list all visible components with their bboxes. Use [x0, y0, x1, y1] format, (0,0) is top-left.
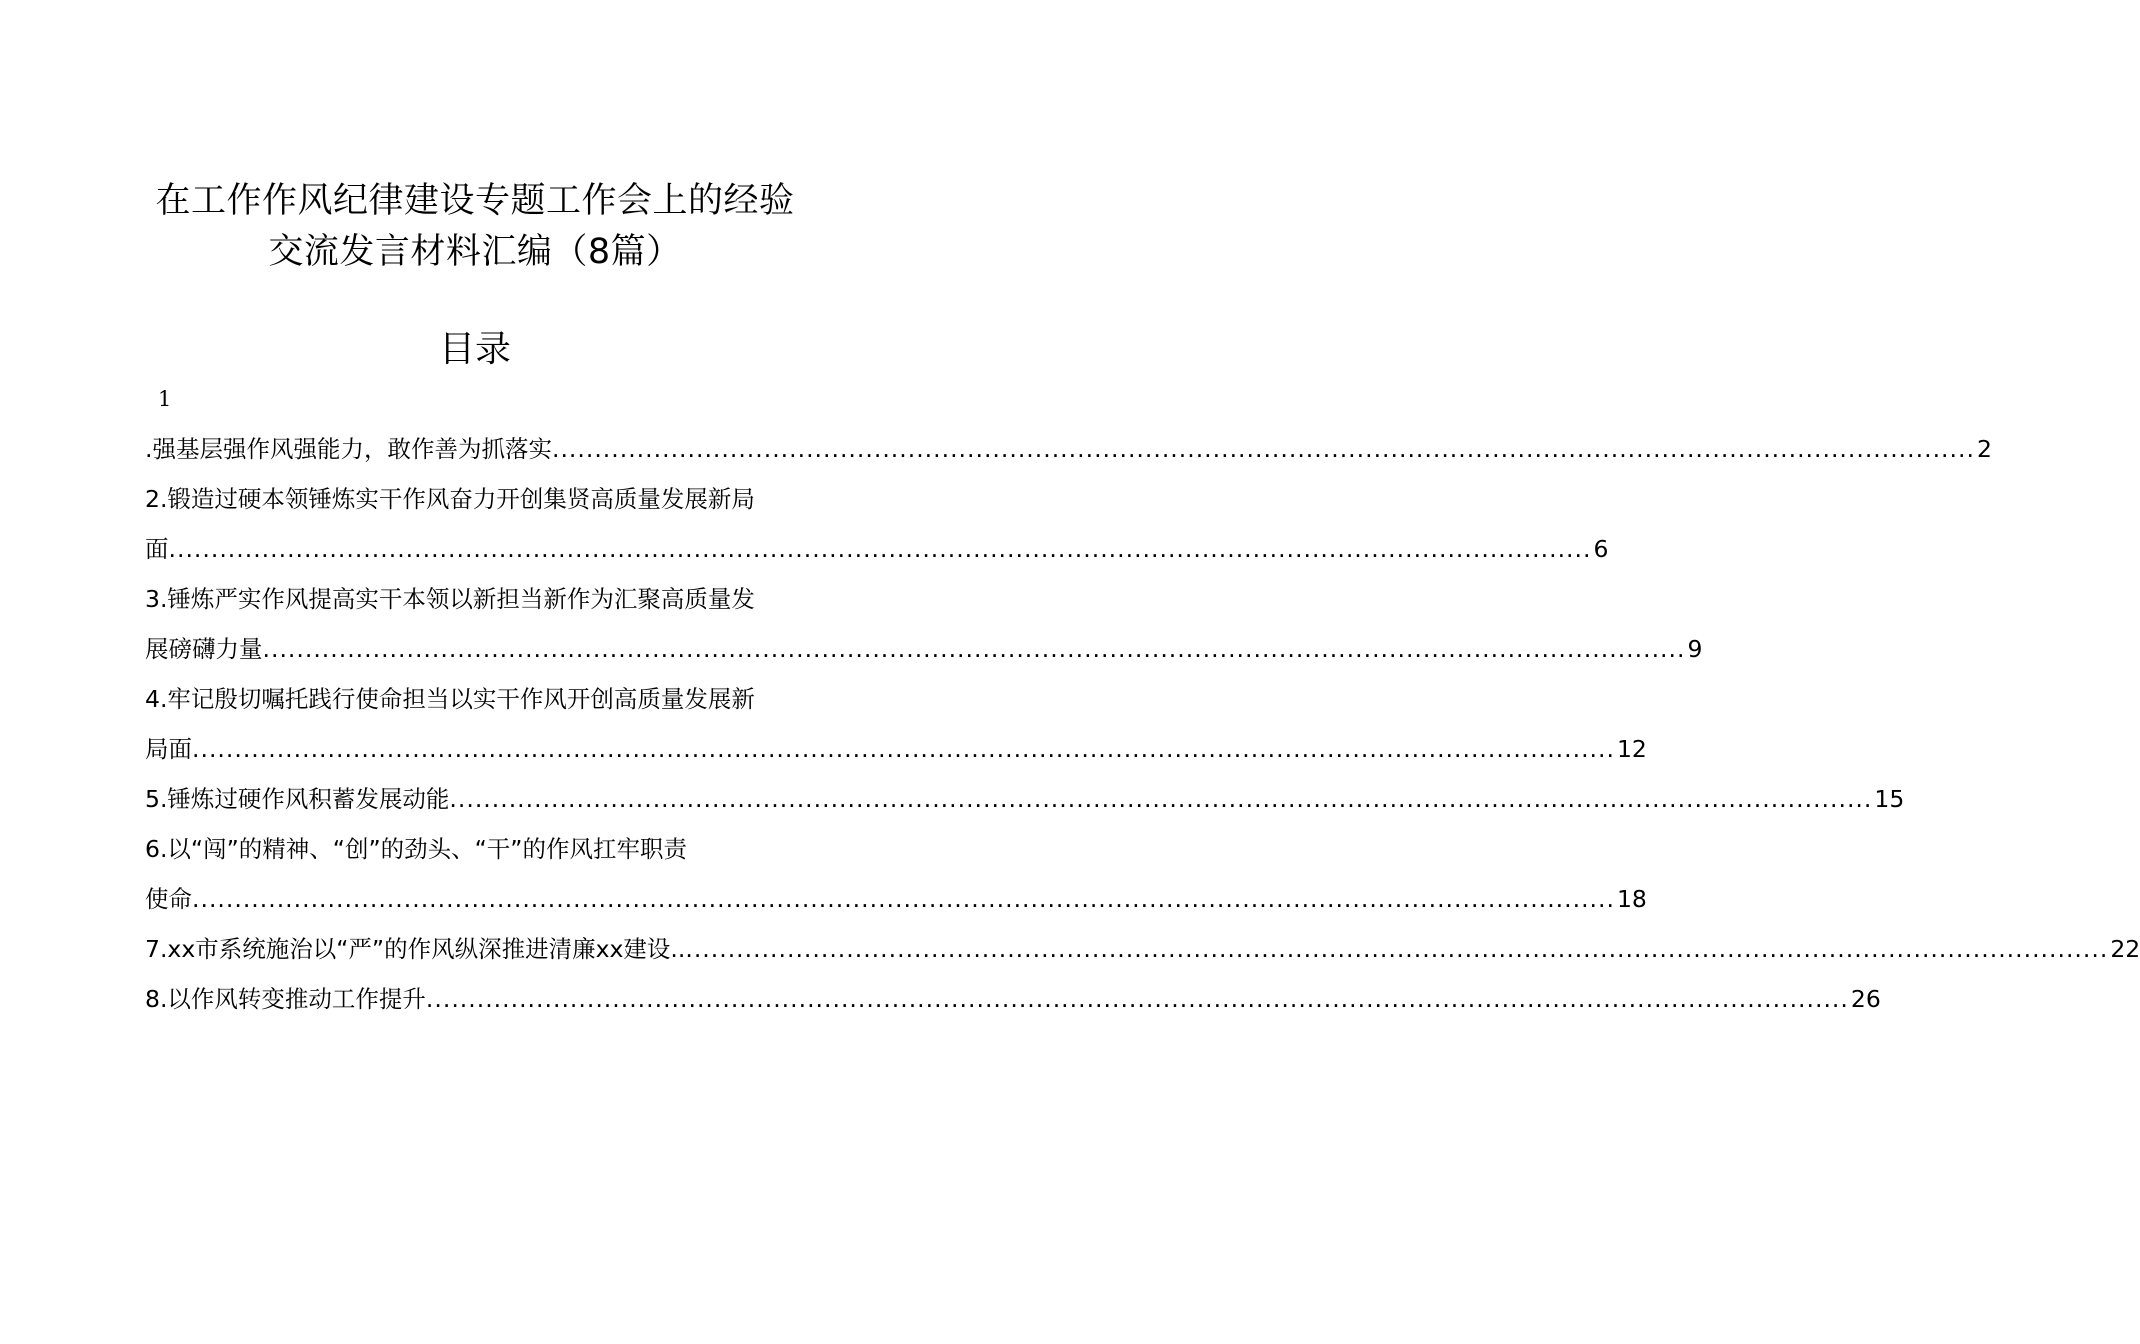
toc-entry[interactable] — [145, 974, 1881, 1024]
document-title-line-2: 交流发言材料汇编（8篇） — [268, 232, 682, 272]
table-of-contents — [145, 424, 2140, 1024]
toc-entry-text: 5.锤炼过硬作风积蓄发展动能 — [145, 785, 450, 813]
toc-entry[interactable] — [145, 524, 1609, 574]
toc-entry[interactable] — [145, 824, 805, 874]
toc-entry-text: 4.牢记殷切嘱托践行使命担当以实干作风开创高质量发展新 — [145, 685, 755, 713]
toc-leader-dots — [685, 924, 2108, 974]
toc-entry-text: 局面 — [145, 735, 192, 763]
toc-page-number: 22 — [2110, 935, 2140, 963]
toc-entry-text: 6.以“闯”的精神、“创”的劲头、“干”的作风扛牢职责 — [145, 835, 687, 863]
toc-entry-text: 7.xx市系统施治以“严”的作风纵深推进清廉xx建设.. — [145, 935, 686, 963]
toc-entry[interactable] — [145, 574, 805, 624]
toc-leader-dots — [169, 524, 1592, 574]
toc-entry-text: 2.锻造过硬本领锤炼实干作风奋力开创集贤高质量发展新局 — [145, 485, 755, 513]
toc-page-number: 15 — [1874, 785, 1905, 813]
toc-page-number: 6 — [1593, 535, 1609, 563]
toc-leader-dots — [552, 424, 1975, 474]
toc-entry[interactable] — [145, 874, 1647, 924]
toc-entry[interactable] — [145, 624, 1703, 674]
toc-page-number: 26 — [1850, 985, 1881, 1013]
document-title-line-1: 在工作作风纪律建设专题工作会上的经验 — [155, 181, 795, 221]
toc-leader-dots — [192, 874, 1615, 924]
toc-entry[interactable] — [145, 674, 805, 724]
toc-entry-text: 面 — [145, 535, 169, 563]
toc-entry[interactable] — [145, 924, 2140, 974]
toc-page-number: 18 — [1616, 885, 1647, 913]
toc-entry[interactable] — [145, 774, 1905, 824]
toc-entry-text: .强基层强作风强能力，敢作善为抓落实 — [145, 435, 552, 463]
toc-entry[interactable] — [145, 474, 805, 524]
toc-marker: 1 — [158, 387, 172, 411]
toc-heading: 目录 — [438, 329, 511, 370]
toc-entry-text: 展磅礴力量 — [145, 635, 263, 663]
toc-entry-text: 3.锤炼严实作风提高实干本领以新担当新作为汇聚高质量发 — [145, 585, 755, 613]
toc-page-number: 9 — [1687, 635, 1703, 663]
toc-entry-text: 使命 — [145, 885, 192, 913]
toc-entry-text: 8.以作风转变推动工作提升 — [145, 985, 426, 1013]
toc-leader-dots — [426, 974, 1849, 1024]
toc-leader-dots — [192, 724, 1615, 774]
toc-page-number: 2 — [1976, 435, 1992, 463]
toc-page-number: 12 — [1616, 735, 1647, 763]
toc-leader-dots — [449, 774, 1872, 824]
toc-leader-dots — [263, 624, 1686, 674]
toc-entry[interactable] — [145, 424, 1992, 474]
toc-entry[interactable] — [145, 724, 1647, 774]
